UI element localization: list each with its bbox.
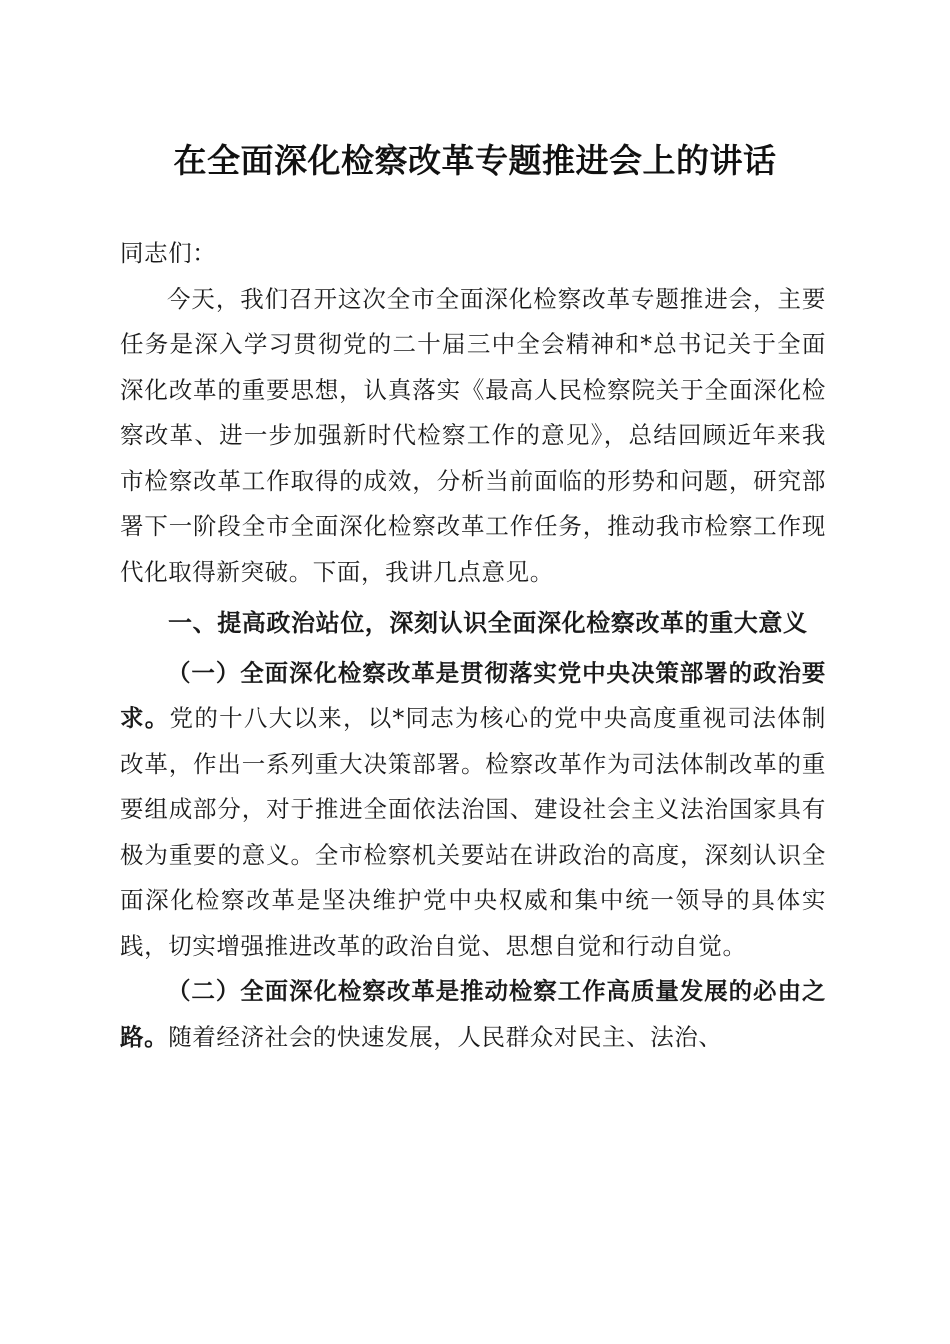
document-body: [120, 231, 826, 1060]
salutation: 同志们：: [120, 239, 217, 267]
intro-paragraph: 今天，我们召开这次全市全面深化检察改革专题推进会，主要任务是深入学习贯彻党的二十届三中全会精神和*总书记关于全面深化改革的重要思想，认真落实《最高人民检察院关于全面深化检察改革、进一步加强新时代检察工作的意见》，总结回顾近年来我市检察改革工作取得的成效，分析当前面临的形势和问题，研究部署下一阶段全市全面深化检察改革工作任务，推动我市检察工作现代化取得新突破。下面，我讲几点意见。: [120, 284, 826, 586]
subsection-lead: （二）全面深化检察改革是推动检察工作高质量发展的必由之路。: [120, 977, 826, 1051]
subsection-text: 随着经济社会的快速发展，人民群众对民主、法治、: [168, 1022, 723, 1051]
subsection-lead: （一）全面深化检察改革是贯彻落实党中央决策部署的政治要求。: [120, 658, 826, 732]
subsection-paragraph: [120, 651, 826, 970]
subsection-paragraph: [120, 969, 826, 1060]
section-heading: 一、提高政治站位，深刻认识全面深化检察改革的重大意义: [168, 609, 808, 637]
document-title: 在全面深化检察改革专题推进会上的讲话: [173, 141, 777, 180]
subsection-text: 党的十八大以来，以*同志为核心的党中央高度重视司法体制改革，作出一系列重大决策部署。检察改革作为司法体制改革的重要组成部分，对于推进全面依法治国、建设社会主义法治国家具有极为重要的意义。全市检察机关要站在讲政治的高度，深刻认识全面深化检察改革是坚决维护党中央权威和集中统一领导的具体实践，切实增强推进改革的政治自觉、思想自觉和行动自觉。: [120, 704, 826, 960]
